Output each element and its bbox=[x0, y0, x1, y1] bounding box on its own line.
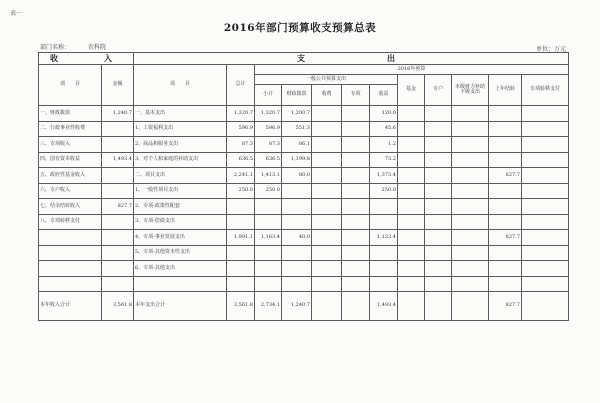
cell-dedicated bbox=[425, 245, 452, 261]
special-header: 专项 bbox=[342, 85, 370, 106]
budget-2016-header: 2016年预算 bbox=[255, 65, 569, 75]
total-cell-income-label: 本年收入合计 bbox=[39, 292, 102, 321]
total-cell-prior-carry: 827.7 bbox=[489, 292, 522, 321]
cell-fees bbox=[312, 214, 342, 230]
total-header: 总计 bbox=[227, 65, 255, 106]
cell-subtotal bbox=[255, 199, 282, 215]
cell-expense-item: 二、项目支出 bbox=[134, 168, 227, 184]
header-row-groups bbox=[39, 53, 569, 65]
total-cell-income-amount: 3,561.8 bbox=[102, 292, 134, 321]
cell-income-amount bbox=[102, 214, 134, 230]
cell-revenue bbox=[370, 214, 398, 230]
total-cell-dedicated bbox=[425, 292, 452, 321]
cell-fund bbox=[398, 168, 425, 184]
cell-fund bbox=[398, 245, 425, 261]
general-public-header: 一般公共预算支出 bbox=[255, 75, 398, 85]
income-item-header: 项 目 bbox=[39, 65, 102, 106]
cell-transfer-down bbox=[452, 276, 489, 292]
cell-fees bbox=[312, 168, 342, 184]
cell-fund bbox=[398, 121, 425, 137]
cell-special bbox=[342, 152, 370, 168]
cell-income-item: 三、专项收入 bbox=[39, 137, 102, 153]
cell-fiscal bbox=[282, 261, 312, 277]
cell-revenue: 45.6 bbox=[370, 121, 398, 137]
cell-special bbox=[342, 230, 370, 246]
cell-fees bbox=[312, 230, 342, 246]
total-cell-fund bbox=[398, 292, 425, 321]
total-cell-total: 3,561.8 bbox=[227, 292, 255, 321]
total-cell-transfer-down bbox=[452, 292, 489, 321]
cell-transfer-down bbox=[452, 168, 489, 184]
cell-income-amount bbox=[102, 183, 134, 199]
cell-expense-item: 2、商品和服务支出 bbox=[134, 137, 227, 153]
cell-total: 1,320.7 bbox=[227, 106, 255, 122]
table-row bbox=[39, 121, 569, 137]
cell-income-amount bbox=[102, 276, 134, 292]
cell-special bbox=[342, 199, 370, 215]
cell-special-transfer bbox=[522, 152, 569, 168]
table-row bbox=[39, 152, 569, 168]
table-row bbox=[39, 276, 569, 292]
cell-revenue bbox=[370, 261, 398, 277]
cell-fund bbox=[398, 106, 425, 122]
cell-total: 1,991.1 bbox=[227, 230, 255, 246]
cell-fund bbox=[398, 261, 425, 277]
cell-fees bbox=[312, 261, 342, 277]
cell-transfer-down bbox=[452, 245, 489, 261]
cell-dedicated bbox=[425, 199, 452, 215]
cell-subtotal bbox=[255, 214, 282, 230]
cell-income-item bbox=[39, 230, 102, 246]
department-line bbox=[40, 42, 106, 51]
cell-special-transfer bbox=[522, 261, 569, 277]
cell-transfer-down bbox=[452, 152, 489, 168]
cell-special-transfer bbox=[522, 183, 569, 199]
cell-transfer-down bbox=[452, 121, 489, 137]
cell-special-transfer bbox=[522, 121, 569, 137]
cell-dedicated bbox=[425, 168, 452, 184]
cell-special bbox=[342, 168, 370, 184]
revenue-header: 收益 bbox=[370, 85, 398, 106]
cell-revenue bbox=[370, 199, 398, 215]
special-transfer-header: 专项转移支付 bbox=[522, 75, 569, 106]
cell-revenue: 1.2 bbox=[370, 137, 398, 153]
unit-label: 单位：万元 bbox=[535, 46, 566, 53]
cell-subtotal: 1,163.4 bbox=[255, 230, 282, 246]
fees-header: 收费 bbox=[312, 85, 342, 106]
cell-transfer-down bbox=[452, 261, 489, 277]
table-row bbox=[39, 261, 569, 277]
cell-income-amount: 827.7 bbox=[102, 199, 134, 215]
cell-fees bbox=[312, 152, 342, 168]
table-row bbox=[39, 183, 569, 199]
cell-income-amount bbox=[102, 261, 134, 277]
cell-revenue: 250.0 bbox=[370, 183, 398, 199]
cell-fiscal: 1,200.7 bbox=[282, 106, 312, 122]
cell-total bbox=[227, 199, 255, 215]
cell-subtotal bbox=[255, 245, 282, 261]
cell-fiscal: 40.0 bbox=[282, 230, 312, 246]
cell-fees bbox=[312, 121, 342, 137]
cell-subtotal: 250.0 bbox=[255, 183, 282, 199]
cell-dedicated bbox=[425, 121, 452, 137]
cell-fees bbox=[312, 106, 342, 122]
cell-total: 87.3 bbox=[227, 137, 255, 153]
cell-fund bbox=[398, 230, 425, 246]
cell-special bbox=[342, 245, 370, 261]
cell-fund bbox=[398, 276, 425, 292]
cell-total bbox=[227, 276, 255, 292]
cell-expense-item: 3、专项-偿债支出 bbox=[134, 214, 227, 230]
total-cell-subtotal: 2,734.1 bbox=[255, 292, 282, 321]
cell-fiscal: 551.3 bbox=[282, 121, 312, 137]
dedicated-header: 专户 bbox=[425, 75, 452, 106]
prior-carry-header: 上年结转 bbox=[489, 75, 522, 106]
cell-special bbox=[342, 276, 370, 292]
cell-income-amount bbox=[102, 245, 134, 261]
cell-revenue bbox=[370, 276, 398, 292]
cell-transfer-down bbox=[452, 230, 489, 246]
total-cell-fiscal: 1,240.7 bbox=[282, 292, 312, 321]
cell-prior-carry bbox=[489, 121, 522, 137]
cell-special-transfer bbox=[522, 168, 569, 184]
cell-income-item: 六、专户收入 bbox=[39, 183, 102, 199]
cell-fiscal bbox=[282, 214, 312, 230]
cell-total bbox=[227, 245, 255, 261]
cell-revenue: 120.0 bbox=[370, 106, 398, 122]
cell-income-item: 一、财政拨款 bbox=[39, 106, 102, 122]
cell-expense-item: 5、专项-其他资本性支出 bbox=[134, 245, 227, 261]
document-title: 2016年部门预算收支预算总表 bbox=[223, 22, 377, 34]
income-amount-header: 金额 bbox=[102, 65, 134, 106]
cell-fiscal: 1,199.8 bbox=[282, 152, 312, 168]
cell-prior-carry bbox=[489, 137, 522, 153]
cell-income-amount: 1,240.7 bbox=[102, 106, 134, 122]
cell-income-amount bbox=[102, 137, 134, 153]
cell-expense-item: 一、基本支出 bbox=[134, 106, 227, 122]
cell-dedicated bbox=[425, 214, 452, 230]
cell-transfer-down bbox=[452, 137, 489, 153]
cell-fiscal: 86.1 bbox=[282, 137, 312, 153]
cell-dedicated bbox=[425, 276, 452, 292]
fund-header: 基金 bbox=[398, 75, 425, 106]
cell-income-item: 五、政府性基金收入 bbox=[39, 168, 102, 184]
cell-special bbox=[342, 121, 370, 137]
department-name: 农科院 bbox=[88, 44, 107, 51]
total-cell-special bbox=[342, 292, 370, 321]
cell-income-item: 八、专项转移支付 bbox=[39, 214, 102, 230]
department-label: 部门名称： bbox=[40, 44, 71, 51]
cell-total bbox=[227, 214, 255, 230]
table-row bbox=[39, 137, 569, 153]
cell-special bbox=[342, 214, 370, 230]
cell-prior-carry bbox=[489, 261, 522, 277]
cell-income-amount bbox=[102, 168, 134, 184]
cell-special-transfer bbox=[522, 245, 569, 261]
cell-total: 2,241.1 bbox=[227, 168, 255, 184]
cell-special-transfer bbox=[522, 214, 569, 230]
table-row bbox=[39, 245, 569, 261]
cell-total: 636.5 bbox=[227, 152, 255, 168]
cell-fees bbox=[312, 276, 342, 292]
cell-dedicated bbox=[425, 230, 452, 246]
cell-transfer-down bbox=[452, 199, 489, 215]
total-cell-expense-label: 本年支出合计 bbox=[134, 292, 227, 321]
cell-income-item: 四、国有资本收益 bbox=[39, 152, 102, 168]
cell-prior-carry: 827.7 bbox=[489, 168, 522, 184]
cell-dedicated bbox=[425, 152, 452, 168]
cell-subtotal bbox=[255, 276, 282, 292]
cell-special-transfer bbox=[522, 276, 569, 292]
budget-table bbox=[38, 52, 569, 321]
cell-total: 596.9 bbox=[227, 121, 255, 137]
cell-special bbox=[342, 106, 370, 122]
cell-fund bbox=[398, 199, 425, 215]
expense-item-header: 项 目 bbox=[134, 65, 227, 106]
cell-income-item bbox=[39, 245, 102, 261]
cell-fund bbox=[398, 137, 425, 153]
cell-income-amount bbox=[102, 121, 134, 137]
cell-special-transfer bbox=[522, 230, 569, 246]
cell-expense-item: 1、一般性项目支出 bbox=[134, 183, 227, 199]
cell-subtotal: 1,320.7 bbox=[255, 106, 282, 122]
cell-income-item: 二、行政事业性收费 bbox=[39, 121, 102, 137]
cell-subtotal bbox=[255, 261, 282, 277]
cell-total: 250.0 bbox=[227, 183, 255, 199]
cell-subtotal: 87.3 bbox=[255, 137, 282, 153]
cell-prior-carry bbox=[489, 276, 522, 292]
subtotal-header: 小计 bbox=[255, 85, 282, 106]
cell-special bbox=[342, 261, 370, 277]
transfer-down-header: 本级财力补助下级支出 bbox=[452, 75, 489, 106]
cell-fiscal bbox=[282, 245, 312, 261]
cell-income-item: 七、结余结转收入 bbox=[39, 199, 102, 215]
cell-fiscal bbox=[282, 276, 312, 292]
cell-transfer-down bbox=[452, 106, 489, 122]
cell-fiscal: 80.0 bbox=[282, 168, 312, 184]
cell-special-transfer bbox=[522, 199, 569, 215]
cell-transfer-down bbox=[452, 214, 489, 230]
cell-revenue: 1,123.4 bbox=[370, 230, 398, 246]
cell-fees bbox=[312, 183, 342, 199]
cell-subtotal: 596.9 bbox=[255, 121, 282, 137]
cell-special bbox=[342, 137, 370, 153]
cell-prior-carry bbox=[489, 106, 522, 122]
cell-dedicated bbox=[425, 183, 452, 199]
cell-prior-carry bbox=[489, 245, 522, 261]
table-row bbox=[39, 214, 569, 230]
cell-expense-item: 1、工资福利支出 bbox=[134, 121, 227, 137]
income-group-header: 收 入 bbox=[39, 53, 134, 65]
fiscal-header: 财政拨款 bbox=[282, 85, 312, 106]
total-cell-fees bbox=[312, 292, 342, 321]
cell-fund bbox=[398, 183, 425, 199]
cell-prior-carry bbox=[489, 152, 522, 168]
total-cell-revenue: 1,493.4 bbox=[370, 292, 398, 321]
cell-revenue bbox=[370, 245, 398, 261]
cell-income-item bbox=[39, 261, 102, 277]
cell-prior-carry bbox=[489, 199, 522, 215]
sheet-number-label: 表一 bbox=[10, 10, 23, 17]
cell-fees bbox=[312, 199, 342, 215]
header-row-budget bbox=[39, 65, 569, 75]
table-row bbox=[39, 230, 569, 246]
table-row bbox=[39, 168, 569, 184]
cell-special-transfer bbox=[522, 137, 569, 153]
cell-expense-item: 4、专项-事业发展支出 bbox=[134, 230, 227, 246]
cell-prior-carry bbox=[489, 214, 522, 230]
cell-special-transfer bbox=[522, 106, 569, 122]
cell-revenue: 73.2 bbox=[370, 152, 398, 168]
cell-dedicated bbox=[425, 137, 452, 153]
cell-prior-carry: 827.7 bbox=[489, 230, 522, 246]
cell-dedicated bbox=[425, 261, 452, 277]
cell-expense-item bbox=[134, 276, 227, 292]
cell-fees bbox=[312, 245, 342, 261]
cell-expense-item: 2、专项-政策性配套 bbox=[134, 199, 227, 215]
cell-expense-item: 3、对个人和家庭的补助支出 bbox=[134, 152, 227, 168]
cell-income-amount: 1,493.4 bbox=[102, 152, 134, 168]
cell-subtotal: 1,413.1 bbox=[255, 168, 282, 184]
cell-fiscal bbox=[282, 183, 312, 199]
cell-fund bbox=[398, 152, 425, 168]
expense-group-header: 支 出 bbox=[134, 53, 569, 65]
cell-fiscal bbox=[282, 199, 312, 215]
total-cell-special-transfer bbox=[522, 292, 569, 321]
cell-fees bbox=[312, 137, 342, 153]
totals-row bbox=[39, 292, 569, 321]
cell-revenue: 1,373.4 bbox=[370, 168, 398, 184]
cell-subtotal: 636.5 bbox=[255, 152, 282, 168]
cell-income-amount bbox=[102, 230, 134, 246]
cell-expense-item: 6、专项-其他支出 bbox=[134, 261, 227, 277]
table-row bbox=[39, 199, 569, 215]
cell-prior-carry bbox=[489, 183, 522, 199]
cell-income-item bbox=[39, 276, 102, 292]
table-row bbox=[39, 106, 569, 122]
cell-transfer-down bbox=[452, 183, 489, 199]
cell-special bbox=[342, 183, 370, 199]
cell-fund bbox=[398, 214, 425, 230]
cell-dedicated bbox=[425, 106, 452, 122]
cell-total bbox=[227, 261, 255, 277]
